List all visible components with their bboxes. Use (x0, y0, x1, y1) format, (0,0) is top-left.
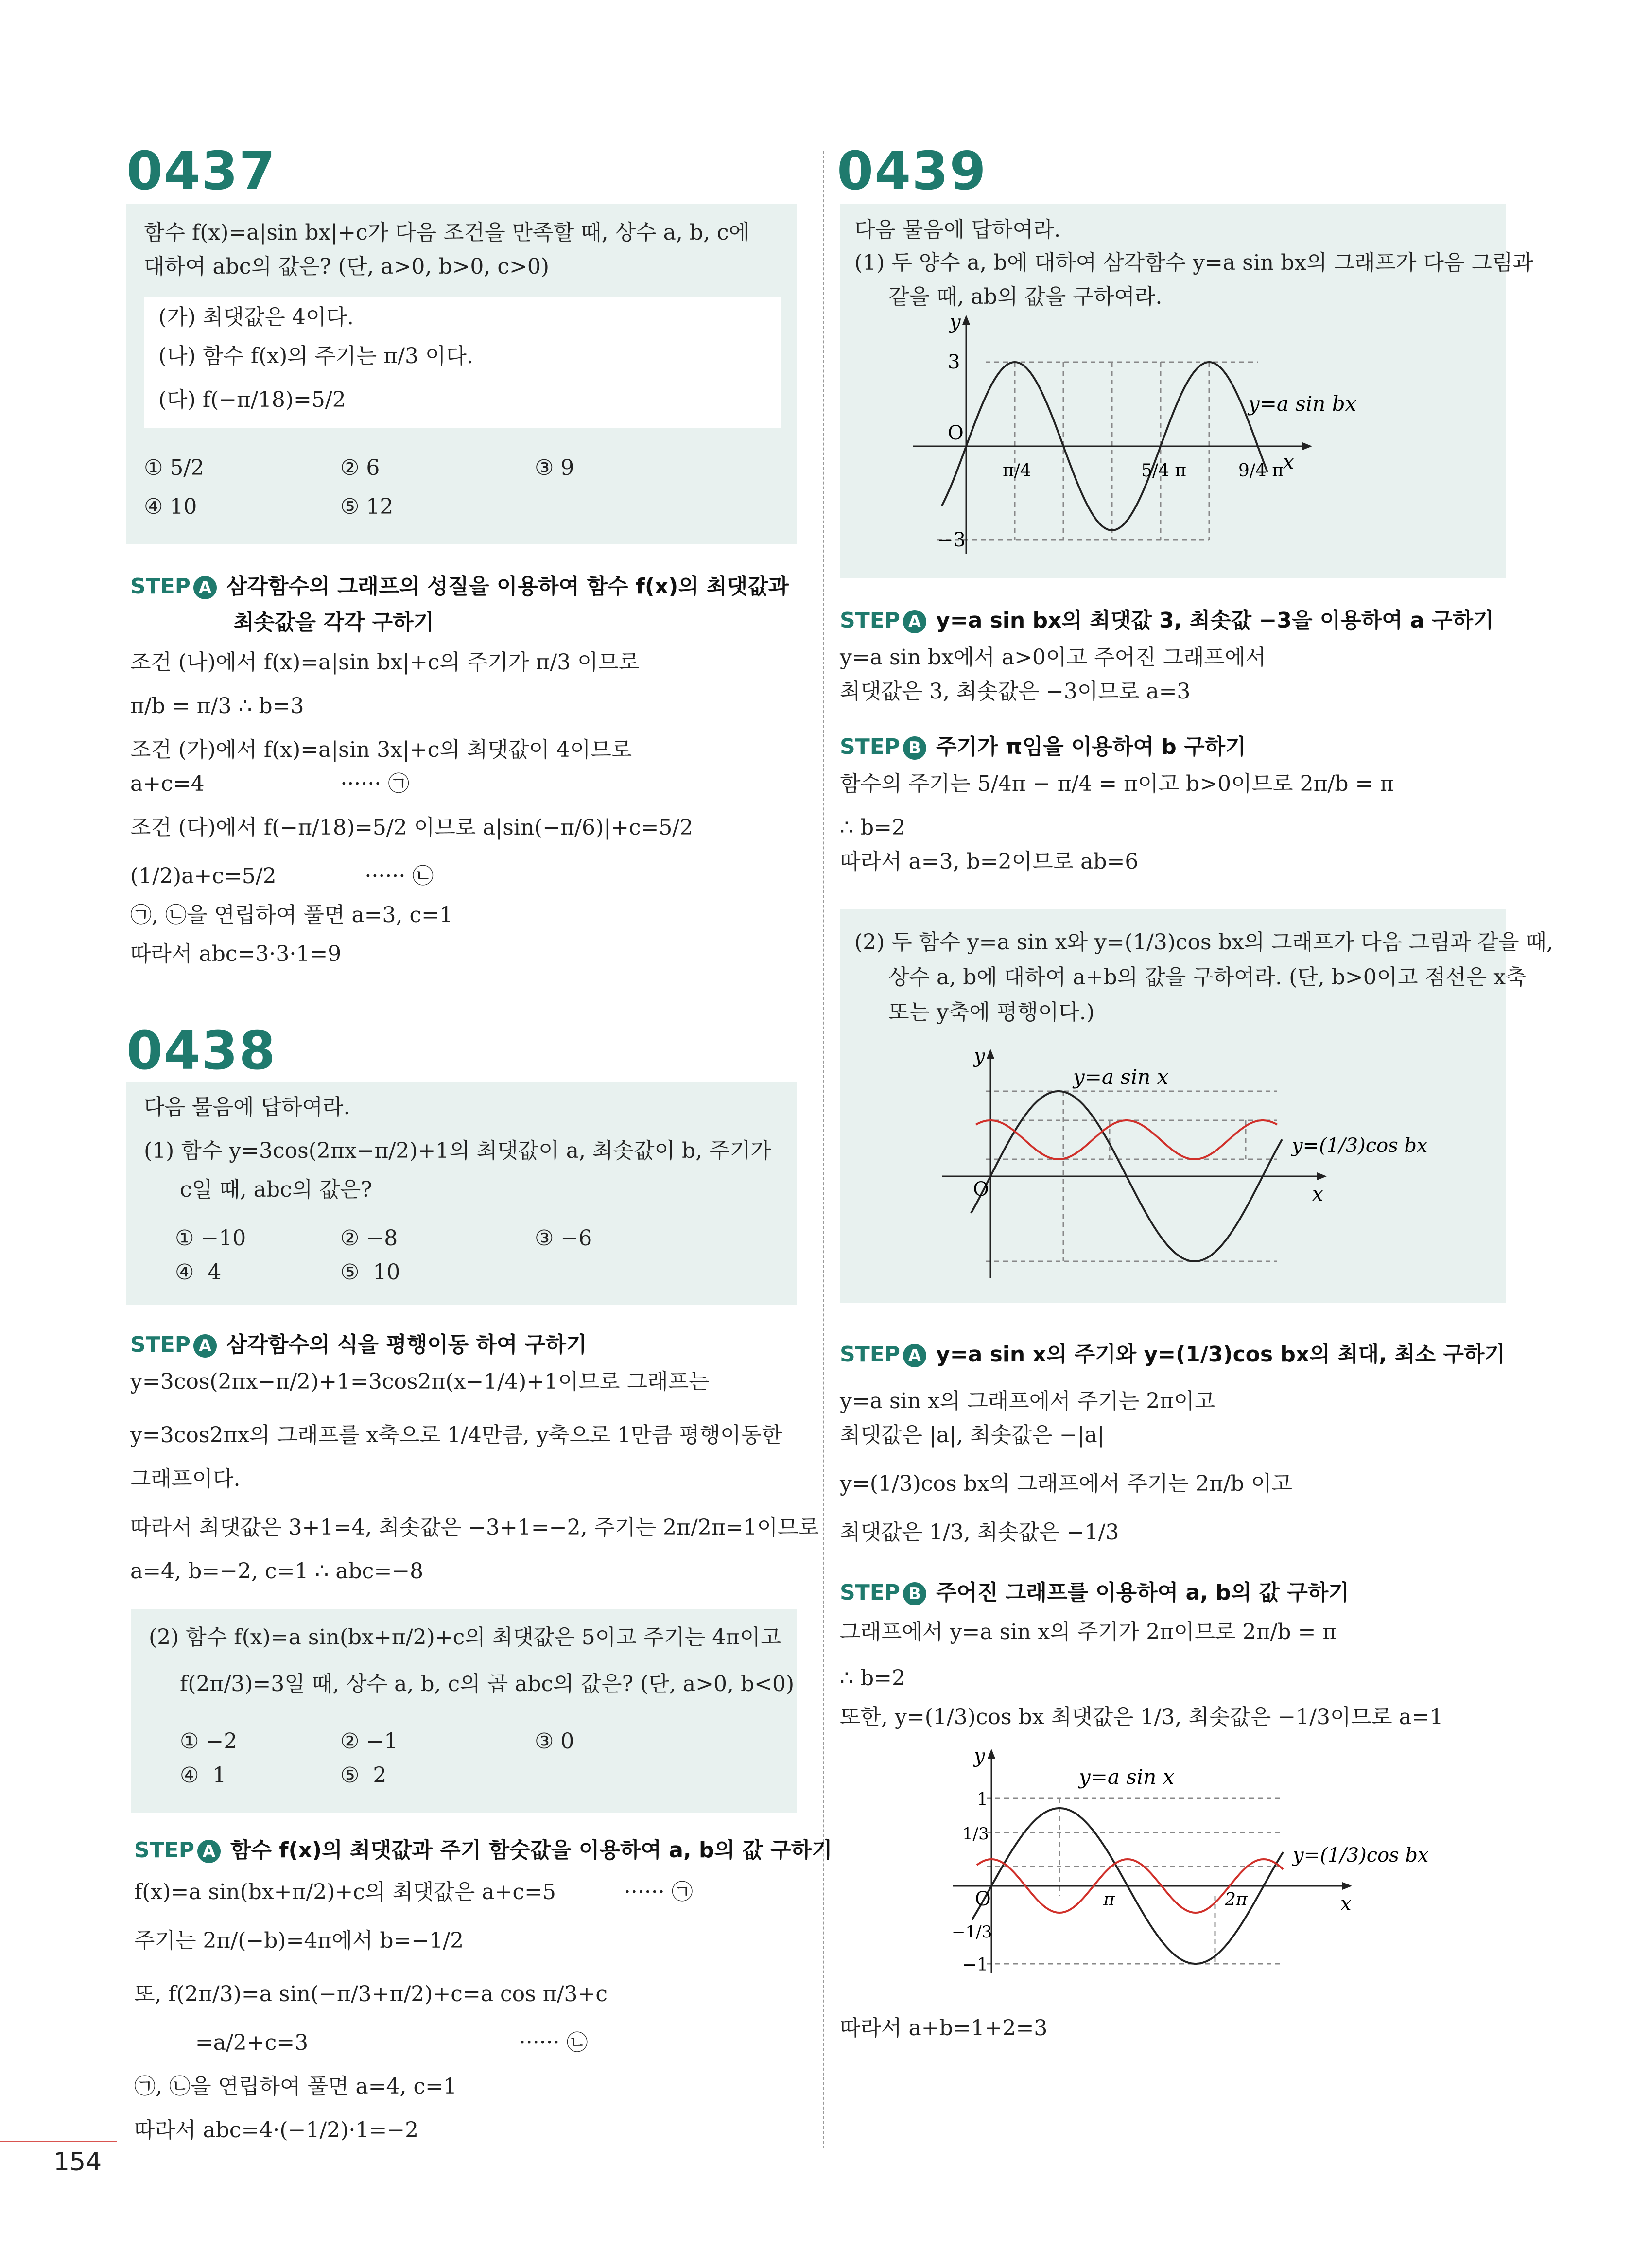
solution-line: ㉠, ㉡을 연립하여 풀면 a=3, c=1 (130, 903, 453, 927)
y-axis-arrow (987, 1049, 994, 1059)
solution-line: a=4, b=−2, c=1 ∴ abc=−8 (130, 1559, 424, 1584)
tick-x-5pi-4: 5/4 π (1141, 461, 1187, 481)
problem-box-0438-1 (126, 1082, 797, 1305)
solution-line: 조건 (다)에서 f(−π/18)=5/2 이므로 a|sin(−π/6)|+c=5/2 (130, 815, 694, 840)
solution-line: ∴ b=2 (840, 1666, 906, 1691)
choice[interactable]: ⑤ 2 (340, 1763, 387, 1788)
solution-line: y=(1/3)cos bx의 그래프에서 주기는 2π/b 이고 (840, 1471, 1292, 1496)
question-line: 대하여 abc의 값은? (단, a>0, b>0, c>0) (144, 254, 549, 279)
page-number-rule (0, 2141, 117, 2142)
step-a-heading: STEP A 함수 f(x)의 최댓값과 주기 함숫값을 이용하여 a, b의 값 구하기 (134, 1838, 833, 1863)
solution-line: 따라서 a=3, b=2이므로 ab=6 (840, 849, 1139, 874)
condition: (나) 함수 f(x)의 주기는 π/3 이다. (158, 344, 473, 368)
condition: (가) 최댓값은 4이다. (158, 305, 354, 330)
solution-line: y=a sin bx에서 a>0이고 주어진 그래프에서 (840, 645, 1266, 670)
problem-box-0439-2 (840, 909, 1554, 1303)
x-axis-arrow (1302, 442, 1312, 450)
y-axis-arrow (988, 1749, 995, 1759)
y-axis-arrow (962, 315, 970, 325)
choice[interactable]: ② −8 (340, 1226, 398, 1251)
problem-number-0438: 0438 (126, 1021, 277, 1082)
solution-line: 또한, y=(1/3)cos bx 최댓값은 1/3, 최솟값은 −1/3이므로 a=1 (840, 1705, 1443, 1729)
tick-y-neg-1-3: −1/3 (952, 1922, 992, 1942)
step-a-heading: STEP A y=a sin bx의 최댓값 3, 최솟값 −3을 이용하여 a 구하기 (840, 608, 1494, 633)
conditions-box (144, 297, 781, 428)
choice[interactable]: ① −2 (180, 1729, 238, 1754)
solution-line: 최댓값은 |a|, 최솟값은 −|a| (840, 1423, 1105, 1448)
condition: (다) f(−π/18)=5/2 (158, 387, 346, 412)
solution-line: y=3cos2πx의 그래프를 x축으로 1/4만큼, y축으로 1만큼 평행이동한 (130, 1423, 782, 1448)
choice[interactable]: ⑤ 10 (340, 1260, 400, 1285)
tick-y-max: 3 (948, 351, 960, 373)
page-number: 154 (53, 2147, 102, 2177)
choice[interactable]: ③ 9 (535, 455, 574, 480)
solution-line: 최댓값은 1/3, 최솟값은 −1/3 (840, 1520, 1119, 1545)
final-answer: 따라서 a+b=1+2=3 (840, 2016, 1048, 2041)
tick-y-1: 1 (977, 1790, 988, 1810)
problem-box-0438-2 (131, 1609, 797, 1813)
question-line: 또는 y축에 평행이다.) (888, 1000, 1095, 1025)
question-line: c일 때, abc의 값은? (180, 1177, 372, 1202)
x-axis-label: x (1283, 451, 1294, 473)
problem-box-0439-1 (840, 204, 1534, 578)
curve-label: y=a sin bx (1248, 392, 1357, 416)
cos-curve (976, 1120, 1277, 1159)
question-line: 같을 때, ab의 값을 구하여라. (888, 284, 1163, 309)
x-axis-label: x (1312, 1183, 1323, 1205)
x-axis-arrow (1317, 1172, 1327, 1180)
choice[interactable]: ③ −6 (535, 1226, 592, 1251)
solution-line: f(x)=a sin(bx+π/2)+c의 최댓값은 a+c=5 ······ ㉠ (134, 1880, 693, 1904)
graph-sin-cos-solution (943, 1745, 1429, 2017)
tick-y-neg-1: −1 (962, 1955, 989, 1975)
question-line: (1) 함수 y=3cos(2πx−π/2)+1의 최댓값이 a, 최솟값이 b, 주기가 (144, 1138, 771, 1163)
solution-line: a+c=4 ······ ㉠ (130, 771, 410, 796)
solution-line: 조건 (가)에서 f(x)=a|sin 3x|+c의 최댓값이 4이므로 (130, 737, 632, 762)
step-b-heading: STEP B 주기가 π임을 이용하여 b 구하기 (840, 734, 1246, 759)
tick-y-1-3: 1/3 (962, 1824, 989, 1844)
step-a-heading: STEP A 삼각함수의 식을 평행이동 하여 구하기 (130, 1332, 587, 1357)
choice[interactable]: ④ 1 (180, 1763, 226, 1788)
solution-line: ㉠, ㉡을 연립하여 풀면 a=4, c=1 (134, 2074, 457, 2099)
problem-number-0437: 0437 (126, 141, 277, 202)
choice[interactable]: ④ 10 (144, 494, 197, 519)
solution-line: 함수의 주기는 5/4π − π/4 = π이고 b>0이므로 2π/b = π (840, 771, 1394, 796)
choice[interactable]: ① −10 (175, 1226, 246, 1251)
y-axis-label: y (950, 311, 961, 333)
graph-sin-bx (840, 204, 1506, 578)
solution-line: 조건 (나)에서 f(x)=a|sin bx|+c의 주기가 π/3 이므로 (130, 650, 640, 675)
solution-line: 또, f(2π/3)=a sin(−π/3+π/2)+c=a cos π/3+c (134, 1982, 608, 2006)
sin-label: y=a sin x (1073, 1065, 1169, 1089)
problem-box-0437 (126, 204, 797, 544)
origin-label: O (975, 1888, 991, 1910)
solution-line: y=a sin x의 그래프에서 주기는 2π이고 (840, 1389, 1215, 1413)
choice[interactable]: ⑤ 12 (340, 494, 394, 519)
question-line: 상수 a, b에 대하여 a+b의 값을 구하여라. (단, b>0이고 점선은 x축 (888, 965, 1527, 990)
choice[interactable]: ④ 4 (175, 1260, 222, 1285)
solution-line: 최댓값은 3, 최솟값은 −3이므로 a=3 (840, 679, 1191, 704)
solution-line: 따라서 최댓값은 3+1=4, 최솟값은 −3+1=−2, 주기는 2π/2π=1이므로 (130, 1515, 819, 1540)
question-line: (2) 두 함수 y=a sin x와 y=(1/3)cos bx의 그래프가 다음 그림과 같을 때, (854, 930, 1554, 955)
cos-label: y=(1/3)cos bx (1293, 1844, 1429, 1867)
tick-y-min: −3 (937, 529, 966, 551)
question-line: (2) 함수 f(x)=a sin(bx+π/2)+c의 최댓값은 5이고 주기는 4π이고 (149, 1625, 781, 1650)
solution-line: ∴ b=2 (840, 815, 906, 840)
question-line: (1) 두 양수 a, b에 대하여 삼각함수 y=a sin bx의 그래프가 다음 그림과 (854, 250, 1534, 275)
origin-label: O (948, 422, 964, 444)
choice[interactable]: ② −1 (340, 1729, 398, 1754)
question-line: 함수 f(x)=a|sin bx|+c가 다음 조건을 만족할 때, 상수 a, b, c에 (144, 220, 750, 245)
solution-line: π/b = π/3 ∴ b=3 (130, 694, 304, 718)
y-axis-label: y (974, 1045, 985, 1067)
step-a-heading: STEP A 삼각함수의 그래프의 성질을 이용하여 함수 f(x)의 최댓값과 (130, 574, 789, 599)
solution-line: 그래프에서 y=a sin x의 주기가 2π이므로 2π/b = π (840, 1620, 1337, 1644)
choice[interactable]: ② 6 (340, 455, 380, 480)
solution-line: 주기는 2π/(−b)=4π에서 b=−1/2 (134, 1928, 464, 1953)
graph-sin-cos (840, 909, 1506, 1303)
column-divider (823, 151, 824, 2148)
choice[interactable]: ③ 0 (535, 1729, 574, 1754)
tick-x-2pi: 2π (1225, 1890, 1248, 1910)
intro: 다음 물음에 답하여라. (144, 1095, 350, 1119)
cos-label: y=(1/3)cos bx (1292, 1134, 1428, 1157)
x-axis-label: x (1340, 1893, 1352, 1915)
solution-line: 그래프이다. (130, 1466, 241, 1491)
origin-label: O (973, 1178, 989, 1201)
step-a-heading: STEP A y=a sin x의 주기와 y=(1/3)cos bx의 최대, 최소 구하기 (840, 1342, 1505, 1367)
tick-x-9pi-4: 9/4 π (1238, 461, 1284, 481)
solution-line: =a/2+c=3 ······ ㉡ (134, 2030, 588, 2055)
problem-number-0439: 0439 (837, 141, 987, 202)
choice[interactable]: ① 5/2 (144, 455, 205, 480)
tick-x-pi: π (1103, 1890, 1115, 1910)
step-b-heading: STEP B 주어진 그래프를 이용하여 a, b의 값 구하기 (840, 1580, 1349, 1605)
solution-line: 따라서 abc=3·3·1=9 (130, 942, 342, 966)
intro: 다음 물음에 답하여라. (854, 217, 1061, 242)
solution-line: 따라서 abc=4·(−1/2)·1=−2 (134, 2118, 419, 2143)
step-a-heading-cont: 최솟값을 각각 구하기 (233, 610, 434, 635)
sin-label: y=a sin x (1079, 1765, 1175, 1789)
x-axis-arrow (1342, 1882, 1352, 1890)
question-line: f(2π/3)=3일 때, 상수 a, b, c의 곱 abc의 값은? (단, a>0, b<0) (180, 1672, 795, 1696)
tick-x-pi-4: π/4 (1003, 461, 1031, 481)
solution-line: y=3cos(2πx−π/2)+1=3cos2π(x−1/4)+1이므로 그래프는 (130, 1369, 710, 1394)
y-axis-label: y (974, 1745, 985, 1767)
solution-line: (1/2)a+c=5/2 ······ ㉡ (130, 864, 434, 889)
